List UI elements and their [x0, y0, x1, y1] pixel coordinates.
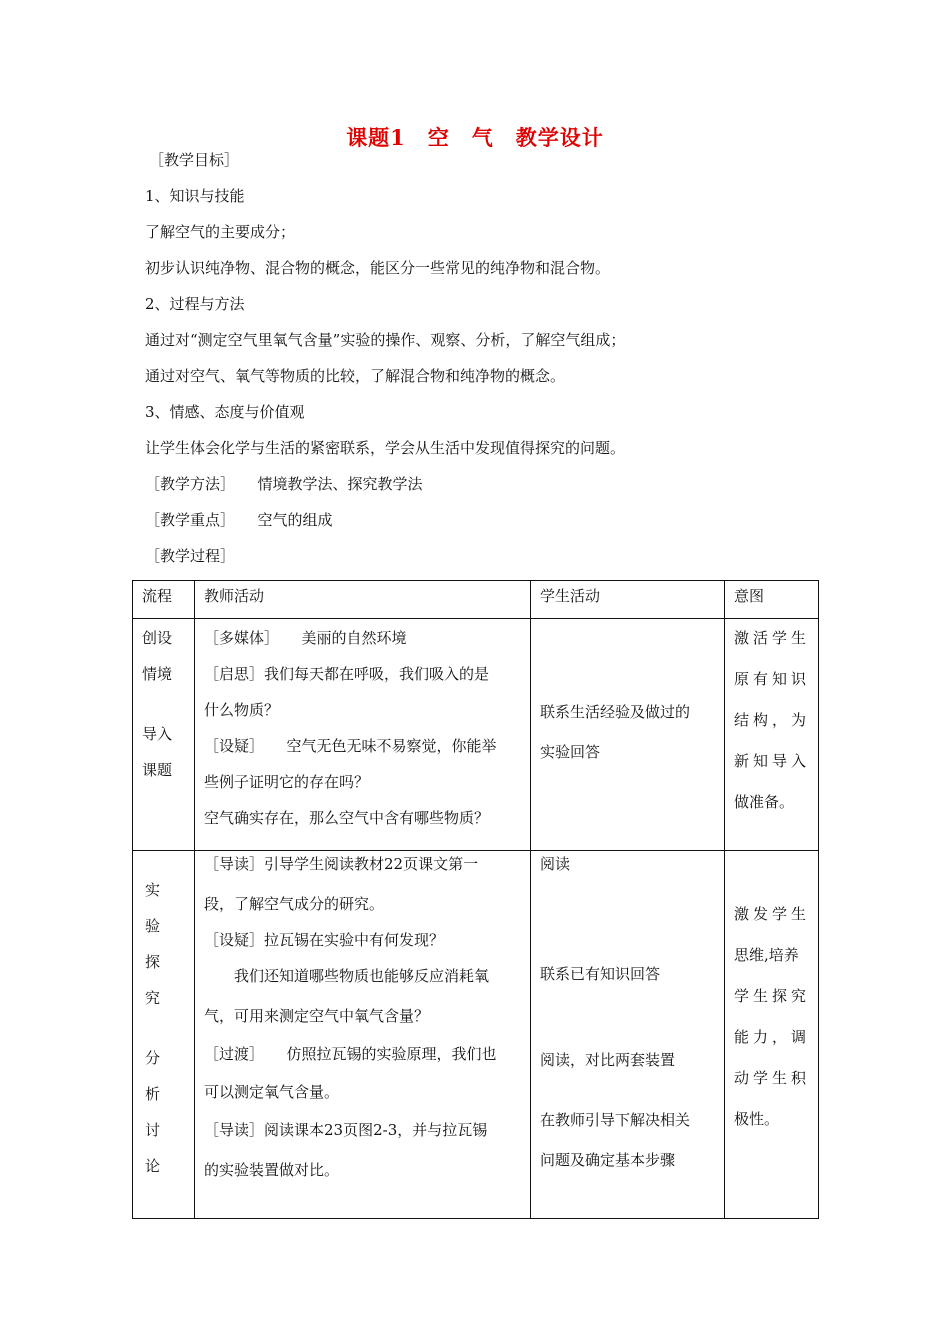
- teacher-text: ［导读］阅读课本23页图2-3，并与拉瓦锡: [204, 1121, 488, 1139]
- teaching-process-table: [132, 580, 819, 1219]
- intent-text: 激活学生: [734, 629, 811, 647]
- header-text: 流程: [142, 587, 173, 605]
- flow-cell: [133, 619, 195, 851]
- intent-cell: [725, 619, 819, 851]
- intent-text: 动学生积: [734, 1069, 811, 1087]
- heading-process: 2、过程与方法: [145, 295, 245, 313]
- intent-text: 极性。: [734, 1110, 780, 1128]
- teacher-text: 什么物质？: [204, 701, 280, 719]
- header-cell-teacher: [195, 581, 531, 619]
- intent-text: 激发学生: [734, 905, 811, 923]
- teacher-text: 可以测定氧气含量。: [204, 1083, 340, 1101]
- table-header-row: [133, 581, 819, 619]
- intent-text: 思维,培养: [734, 946, 799, 964]
- header-cell-student: [531, 581, 725, 619]
- header-text: 意图: [734, 587, 765, 605]
- flow-text: 导入: [142, 725, 173, 743]
- flow-text: 分: [145, 1049, 161, 1067]
- header-cell-flow: [133, 581, 195, 619]
- student-text: 联系生活经验及做过的: [540, 703, 691, 721]
- student-text: 阅读，对比两套装置: [540, 1051, 676, 1069]
- intent-text: 结构，为: [734, 711, 811, 729]
- student-text: 联系已有知识回答: [540, 965, 661, 983]
- teacher-text: 空气确实存在，那么空气中含有哪些物质？: [204, 809, 490, 827]
- header-text: 学生活动: [540, 587, 601, 605]
- flow-text: 实: [145, 881, 161, 899]
- teacher-cell: [195, 851, 531, 1219]
- flow-text: 探: [145, 953, 161, 971]
- flow-text: 究: [145, 989, 161, 1007]
- section-process: ［教学过程］: [145, 547, 236, 565]
- teacher-text: 些例子证明它的存在吗？: [204, 773, 370, 791]
- teacher-text: ［设疑］ 空气无色无味不易察觉，你能举: [204, 737, 497, 755]
- header-text: 教师活动: [204, 587, 265, 605]
- header-cell-intent: [725, 581, 819, 619]
- objective-line: 让学生体会化学与生活的紧密联系，学会从生活中发现值得探究的问题。: [145, 439, 626, 457]
- student-cell: [531, 619, 725, 851]
- teacher-text: ［导读］引导学生阅读教材22页课文第一: [204, 855, 479, 873]
- flow-text: 创设: [142, 629, 173, 647]
- intent-text: 学生探究: [734, 987, 811, 1005]
- heading-knowledge: 1、知识与技能: [145, 187, 245, 205]
- student-text: 实验回答: [540, 743, 601, 761]
- intent-cell: [725, 851, 819, 1219]
- flow-text: 验: [145, 917, 161, 935]
- section-methods: ［教学方法］ 情境教学法、探究教学法: [145, 475, 423, 493]
- section-objectives: ［教学目标］: [149, 151, 240, 169]
- teacher-text: ［设疑］拉瓦锡在实验中有何发现？: [204, 931, 445, 949]
- objective-line: 通过对空气、氧气等物质的比较，了解混合物和纯净物的概念。: [145, 367, 566, 385]
- flow-text: 析: [145, 1085, 161, 1103]
- teacher-text: 我们还知道哪些物质也能够反应消耗氧: [204, 967, 490, 985]
- objective-line: 初步认识纯净物、混合物的概念，能区分一些常见的纯净物和混合物。: [145, 259, 611, 277]
- table-row: [133, 619, 819, 851]
- student-text: 问题及确定基本步骤: [540, 1151, 676, 1169]
- flow-text: 情境: [142, 665, 173, 683]
- teacher-text: ［过渡］ 仿照拉瓦锡的实验原理，我们也: [204, 1045, 497, 1063]
- flow-text: 课题: [142, 761, 173, 779]
- teacher-text: ［启思］我们每天都在呼吸，我们吸入的是: [204, 665, 490, 683]
- table-row: [133, 851, 819, 1219]
- page-title: 课题1 空 气 教学设计: [346, 125, 604, 150]
- student-text: 阅读: [540, 855, 571, 873]
- flow-text: 讨: [145, 1121, 161, 1139]
- heading-values: 3、情感、态度与价值观: [145, 403, 305, 421]
- section-key-points: ［教学重点］ 空气的组成: [145, 511, 333, 529]
- student-cell: [531, 851, 725, 1219]
- teacher-text: 的实验装置做对比。: [204, 1161, 340, 1179]
- flow-cell: [133, 851, 195, 1219]
- flow-text: 论: [145, 1157, 161, 1175]
- teacher-cell: [195, 619, 531, 851]
- objective-line: 通过对“测定空气里氧气含量”实验的操作、观察、分析，了解空气组成；: [145, 331, 626, 349]
- intent-text: 原有知识: [734, 670, 811, 688]
- teacher-text: ［多媒体］ 美丽的自然环境: [204, 629, 407, 647]
- teacher-text: 段，了解空气成分的研究。: [204, 895, 385, 913]
- student-text: 在教师引导下解决相关: [540, 1111, 691, 1129]
- intent-text: 做准备。: [734, 793, 795, 811]
- intent-text: 能力，调: [734, 1028, 811, 1046]
- objective-line: 了解空气的主要成分；: [145, 223, 296, 241]
- intent-text: 新知导入: [734, 752, 811, 770]
- teacher-text: 气，可用来测定空气中氧气含量？: [204, 1007, 430, 1025]
